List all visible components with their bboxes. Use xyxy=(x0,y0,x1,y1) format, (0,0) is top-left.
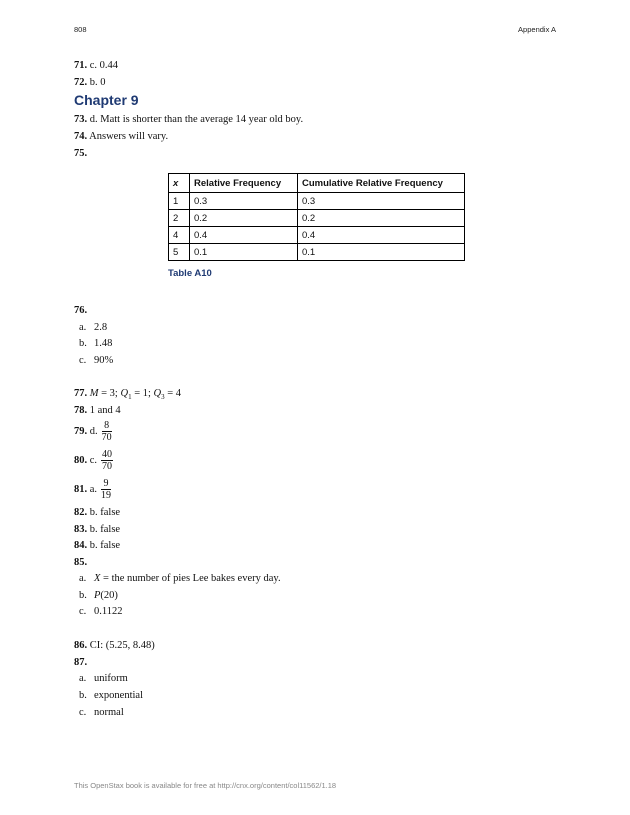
page-number: 808 xyxy=(74,25,87,34)
fraction: $\frac{40}{70}$ xyxy=(102,449,113,472)
answer-86: 86. CI: (5.25, 8.48) xyxy=(74,640,155,651)
table-caption: Table A10 xyxy=(168,268,212,279)
fraction: $\frac{9}{19}$ xyxy=(101,478,112,501)
table-row xyxy=(169,210,465,227)
list-item: b. P(20) xyxy=(79,590,118,601)
answer-82: 82. b. false xyxy=(74,507,121,518)
answer-76: 76. xyxy=(74,305,88,316)
footer-attribution: This OpenStax book is available for free at http://cnx.org/content/col11562/1.18 xyxy=(74,781,337,790)
table-row xyxy=(169,193,465,210)
list-item: c. normal xyxy=(79,707,124,718)
header-x: x xyxy=(169,174,190,193)
answer-77: 77. M = 3; $Q_1 = 1$; $Q_3 = 4$ xyxy=(74,388,182,402)
answer-80: 80. c. $\frac{40}{70}$ xyxy=(74,449,113,472)
answer-71: 71. c. 0.44 xyxy=(74,60,119,71)
table-cell: 0.1 xyxy=(298,244,465,261)
table-cell: 0.3 xyxy=(298,193,465,210)
answer-85: 85. xyxy=(74,557,88,568)
answer-72: 72. b. 0 xyxy=(74,77,106,88)
chapter-title: Chapter 9 xyxy=(74,92,139,108)
list-item: b. exponential xyxy=(79,690,143,701)
answer-87: 87. xyxy=(74,657,88,668)
table-cell: 0.3 xyxy=(190,193,298,210)
answer-78: 78. 1 and 4 xyxy=(74,405,121,416)
table-cell: 0.1 xyxy=(190,244,298,261)
answer-73: 73. d. Matt is shorter than the average 14 year old boy. xyxy=(74,114,304,125)
answer-74: 74. Answers will vary. xyxy=(74,131,169,142)
table-cell: 4 xyxy=(169,227,190,244)
list-item: c. 90% xyxy=(79,355,114,366)
list-item: a. X = the number of pies Lee bakes every day. xyxy=(79,573,281,584)
table-row xyxy=(169,227,465,244)
answer-79: 79. d. $\frac{8}{70}$ xyxy=(74,420,112,443)
list-item: c. 0.1122 xyxy=(79,606,123,617)
answer-75: 75. xyxy=(74,148,88,159)
list-item: a. uniform xyxy=(79,673,128,684)
table-row xyxy=(169,244,465,261)
answer-81: 81. a. $\frac{9}{19}$ xyxy=(74,478,112,501)
header-relative-frequency: Relative Frequency xyxy=(190,174,298,193)
section-header: Appendix A xyxy=(518,25,556,34)
table-header-row xyxy=(169,174,465,193)
list-item: b. 1.48 xyxy=(79,338,113,349)
frequency-table xyxy=(168,173,465,261)
table-cell: 0.2 xyxy=(298,210,465,227)
answer-83: 83. b. false xyxy=(74,524,121,535)
table-cell: 0.2 xyxy=(190,210,298,227)
list-item: a. 2.8 xyxy=(79,322,108,333)
header-cumulative-relative-frequency: Cumulative Relative Frequency xyxy=(298,174,465,193)
table-cell: 0.4 xyxy=(190,227,298,244)
table-cell: 2 xyxy=(169,210,190,227)
table-cell: 1 xyxy=(169,193,190,210)
table-cell: 0.4 xyxy=(298,227,465,244)
answer-84: 84. b. false xyxy=(74,540,121,551)
fraction: $\frac{8}{70}$ xyxy=(101,420,112,443)
table-cell: 5 xyxy=(169,244,190,261)
